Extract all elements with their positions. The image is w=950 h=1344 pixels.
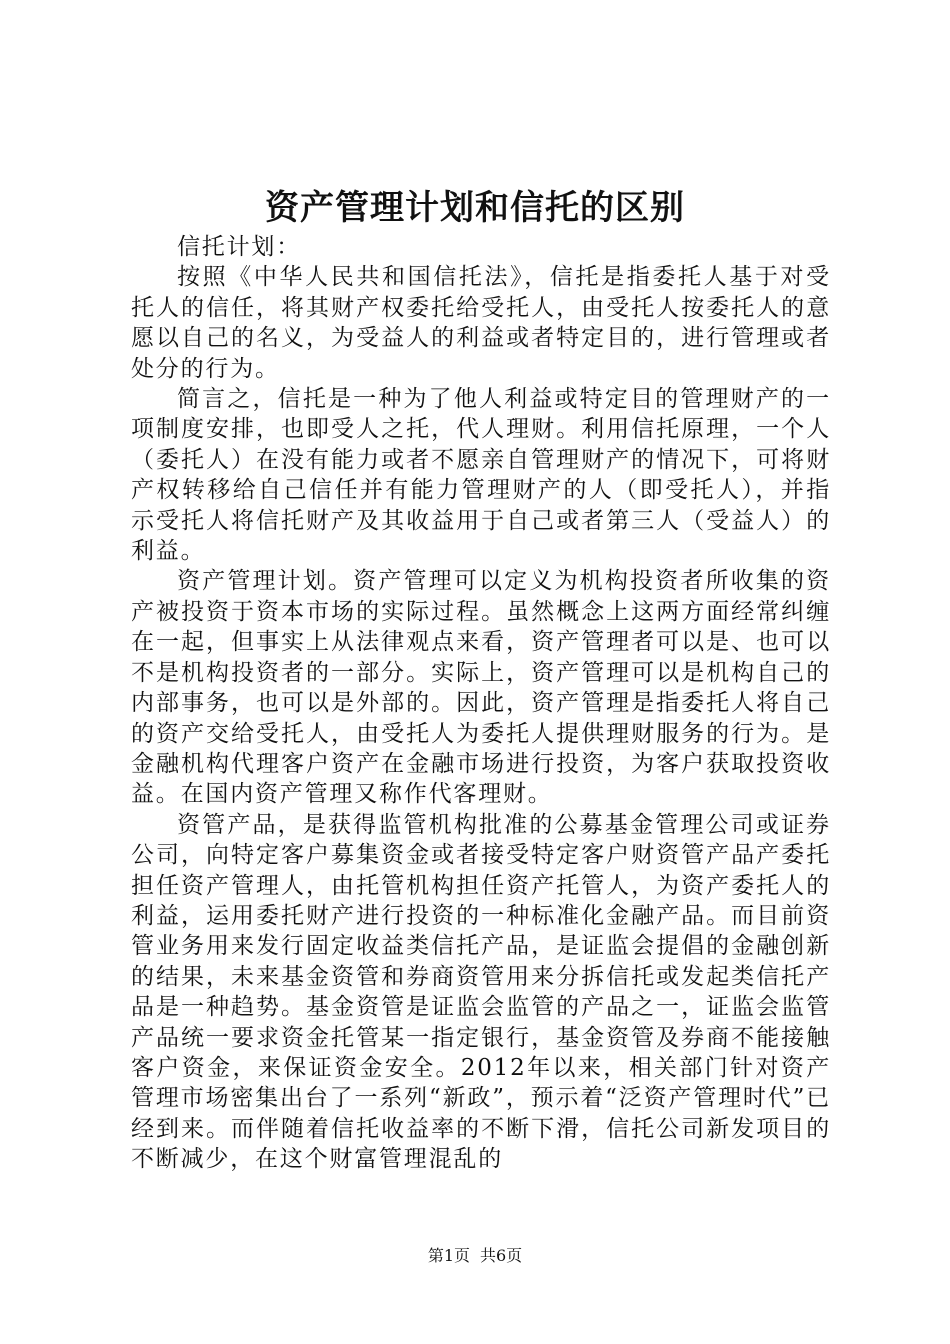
paragraph-trust-definition: 按照《中华人民共和国信托法》，信托是指委托人基于对受托人的信任，将其财产权委托给受托人，由受托人按委托人的意愿以自己的名义，为受益人的利益或者特定目的，进行管理或者处分的行为。: [131, 264, 831, 382]
paragraph-asset-management-products: 资管产品，是获得监管机构批准的公募基金管理公司或证券公司，向特定客户募集资金或者接受特定客户财资管产品产委托担任资产管理人，由托管机构担任资产托管人，为资产委托人的利益，运用委托财产进行投资的一种标准化金融产品。而目前资管业务用来发行固定收益类信托产品，是证监会提倡的金融创新的结果，未来基金资管和券商资管用来分拆信托或发起类信托产品是一种趋势。基金资管是证监会监管的产品之一，证监会监管产品统一要求资金托管某一指定银行，基金资管及券商不能接触客户资金，来保证资金安全。2012年以来，相关部门针对资产管理市场密集出台了一系列“新政”，预示着“泛资产管理时代”已经到来。而伴随着信托收益率的不断下滑，信托公司新发项目的不断减少，在这个财富管理混乱的: [131, 811, 831, 1173]
page-number: 第1页: [427, 1246, 470, 1265]
document-title: 资产管理计划和信托的区别: [265, 188, 685, 228]
paragraph-trust-summary: 简言之，信托是一种为了他人利益或特定目的管理财产的一项制度安排，也即受人之托，代人理财。利用信托原理，一个人（委托人）在没有能力或者不愿亲自管理财产的情况下，可将财产权转移给自己信任并有能力管理财产的人（即受托人），并指示受托人将信托财产及其收益用于自己或者第三人（受益人）的利益。: [131, 386, 831, 565]
page-total: 共6页: [480, 1246, 523, 1265]
paragraph-trust-plan-heading: 信托计划：: [177, 234, 301, 260]
paragraph-asset-management-plan: 资产管理计划。资产管理可以定义为机构投资者所收集的资产被投资于资本市场的实际过程。虽然概念上这两方面经常纠缠在一起，但事实上从法律观点来看，资产管理者可以是、也可以不是机构投资者的一部分。实际上，资产管理可以是机构自己的内部事务，也可以是外部的。因此，资产管理是指委托人将自己的资产交给受托人，由受托人为委托人提供理财服务的行为。是金融机构代理客户资产在金融市场进行投资，为客户获取投资收益。在国内资产管理又称作代客理财。: [131, 568, 831, 808]
page-footer: [0, 1245, 950, 1267]
document-body: [131, 232, 831, 1175]
